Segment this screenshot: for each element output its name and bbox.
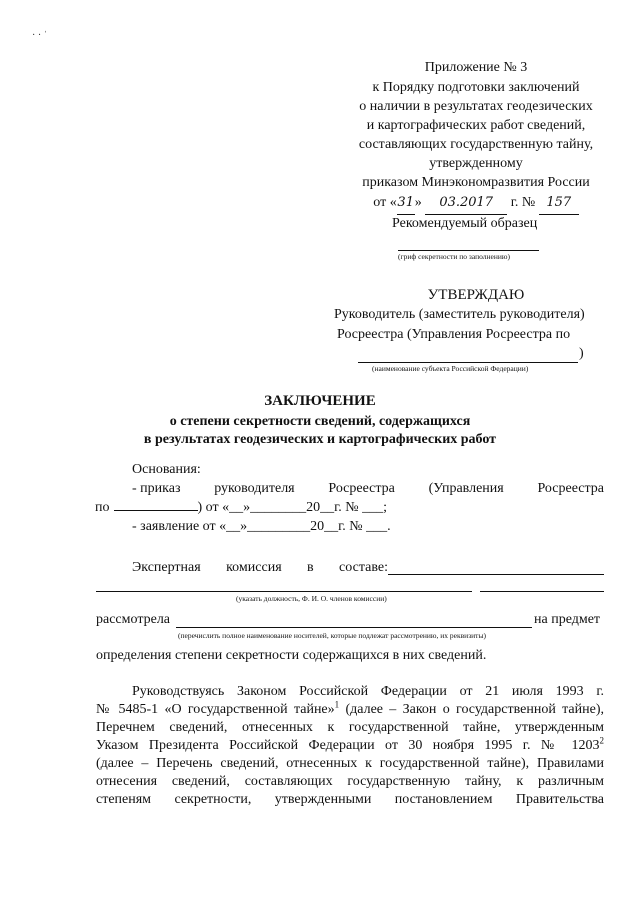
body-line [96,792,604,808]
appendix-line: составляющих государственную тайну, [358,137,594,152]
appendix-line: утвержденному [429,156,523,171]
body-line [96,699,604,718]
commission-blank [96,591,472,592]
word: составе: [339,560,388,575]
date-prefix: от « [373,195,397,210]
date-number-label: г. № [510,195,536,210]
grif-caption: (гриф секретности по заполнению) [398,252,510,261]
commission-caption: (указать должность, Ф. И. О. членов комиссии) [236,594,387,603]
approve-line: Руководитель (заместитель руководителя) [334,307,585,322]
word: по [95,500,110,515]
grounds-order-line [132,481,604,497]
body-line [96,735,604,754]
appendix-number: Приложение № 3 [424,60,528,75]
grounds-label: Основания: [132,462,201,477]
date-mid: » [414,195,422,210]
blank-line [114,510,198,511]
grounds-order-line2 [95,500,387,516]
text: № 5485-1 «О государственной тайне» [96,702,335,717]
word: - приказ [132,481,181,496]
word: постановлением [394,792,493,807]
word: степеням [96,792,152,807]
appendix-block [330,58,622,215]
text: (далее – Закон о государственной тайне), [339,702,604,717]
doc-subtitle: о степени секретности сведений, содержащихся [169,414,471,429]
appendix-line: о наличии в результатах геодезических [359,99,593,114]
reviewed-blank [176,627,532,628]
order-details: ) от «__»________20__г. № ___; [197,500,388,515]
grounds-statement: - заявление от «__»_________20__г. № ___. [132,519,391,534]
approve-close: ) [579,346,584,361]
subject-caption: (наименование субъекта Российской Федерации) [372,364,529,373]
date-month-year: 03.2017 [425,192,507,215]
sample-label: Рекомендуемый образец [392,216,538,231]
reviewed-caption: (перечислить полное наименование носителей, которые подлежат рассмотрению, их реквизиты) [178,631,486,640]
commission-blank [480,591,604,592]
subject-line [358,362,578,363]
appendix-date-line [330,192,622,215]
word: Росреестра [537,481,604,496]
order-number: 157 [539,192,579,215]
reviewed-continuation: определения степени секретности содержащихся в них сведений. [96,648,487,663]
appendix-line: и картографических работ сведений, [366,118,586,133]
appendix-line: к Порядку подготовки заключений [372,80,580,95]
reviewed-label: рассмотрела [96,612,171,627]
reviewed-tail: на предмет [534,612,601,627]
doc-title: ЗАКЛЮЧЕНИЕ [264,393,376,409]
body-line: Руководствуясь Законом Российской Федерации от 21 июля 1993 г. [132,684,604,699]
footnote-ref: 2 [599,735,604,746]
word: руководителя [214,481,295,496]
commission-blank [388,574,604,575]
doc-subtitle: в результатах геодезических и картографических работ [143,432,497,447]
approve-title: УТВЕРЖДАЮ [427,287,525,303]
approve-line: Росреестра (Управления Росреестра по [337,327,571,342]
body-line: (далее – Перечень сведений, отнесенных к государственной тайне), Правилами [96,756,604,771]
commission-line [132,560,388,576]
date-day: 31 [397,192,415,215]
appendix-line: приказом Минэкономразвития России [362,175,590,190]
word: Правительства [515,792,604,807]
body-line: Перечнем сведений, отнесенных к государственной тайне, утвержденным [96,720,604,735]
scan-specks: · · ˈ [32,30,47,41]
word: Росреестра [328,481,395,496]
footnote-ref: 1 [334,699,340,710]
word: (Управления [428,481,504,496]
grif-line [398,250,539,251]
word: Экспертная [132,560,201,575]
word: утвержденными [274,792,372,807]
body-line: отнесения сведений, составляющих государственную тайну, к различным [96,774,604,789]
text: Указом Президента Российской Федерации от 30 ноября 1995 г. № 1203 [96,738,600,753]
word: в [307,560,314,575]
word: секретности, [174,792,252,807]
word: комиссия [226,560,282,575]
